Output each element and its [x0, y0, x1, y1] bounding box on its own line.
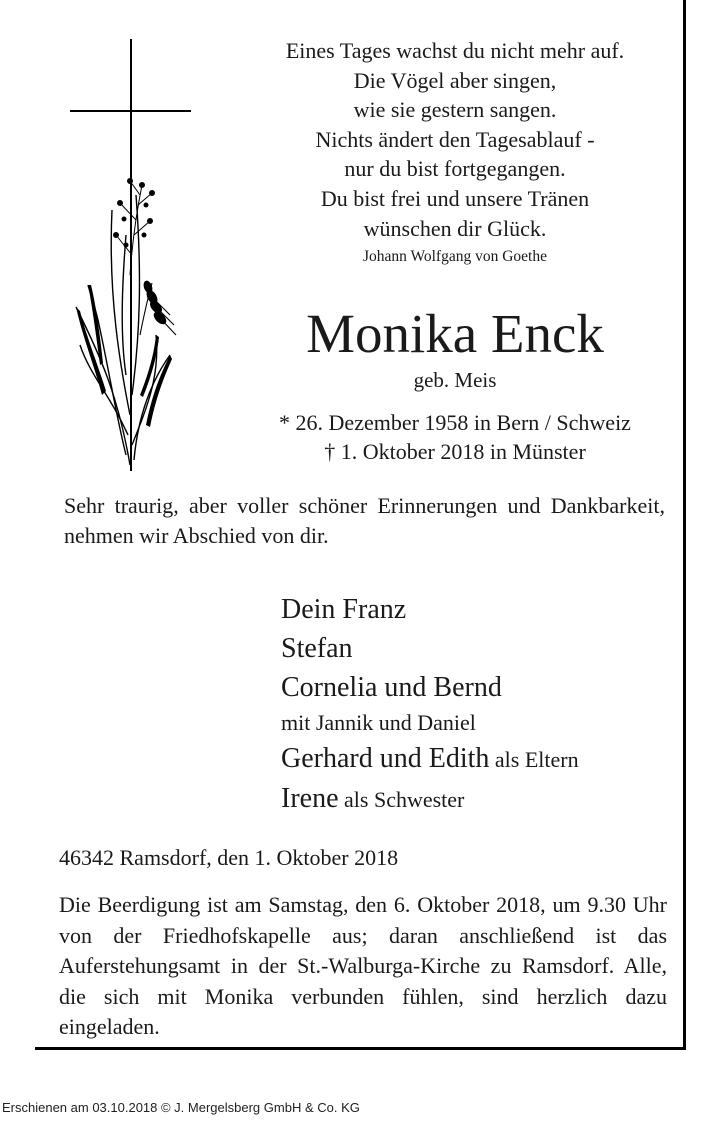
poem-line: Eines Tages wachst du nicht mehr auf. — [285, 38, 625, 63]
mourner-stefan: Stefan — [281, 633, 353, 664]
mourner-children: mit Jannik und Daniel — [281, 710, 476, 735]
mourner-cornelia-bernd: Cornelia und Bernd — [281, 672, 502, 703]
poem-line: Du bist frei und unsere Tränen — [320, 185, 590, 211]
cross-with-grain-icon — [60, 35, 200, 475]
goethe-poem — [240, 36, 670, 243]
poem-line: Nichts ändert den Tagesablauf - — [315, 126, 595, 152]
deceased-name: Monika Enck — [306, 303, 604, 364]
poem-line: nur du bist fortgegangen. — [344, 156, 566, 182]
poem-author: Johann Wolfgang von Goethe — [362, 248, 547, 265]
sister-relation: als Schwester — [338, 787, 465, 812]
birth-date: * 26. Dezember 1958 in Bern / Schweiz — [279, 410, 631, 435]
mourner-sister — [281, 779, 681, 819]
poem-line: wie sie gestern sangen. — [353, 97, 557, 123]
mourners-list — [281, 590, 681, 819]
sister-name: Irene — [281, 783, 339, 814]
poem-line: wünschen dir Glück. — [363, 215, 547, 241]
mourner-franz: Dein Franz — [281, 594, 407, 625]
farewell-text: Sehr traurig, aber voller schöner Erinnerungen und Dankbarkeit, nehmen wir Abschied von dir. — [64, 493, 665, 548]
place-and-date: 46342 Ramsdorf, den 1. Oktober 2018 — [59, 845, 399, 870]
death-date: † 1. Oktober 2018 in Münster — [324, 439, 586, 464]
parents-names: Gerhard und Edith — [281, 743, 490, 774]
publication-footer: Erschienen am 03.10.2018 © J. Mergelsberg GmbH & Co. KG — [2, 1100, 360, 1115]
mourner-parents — [281, 739, 681, 779]
birth-name: geb. Meis — [413, 368, 497, 392]
poem-line: Die Vögel aber singen, — [353, 67, 557, 93]
parents-relation: als Eltern — [489, 747, 579, 772]
life-dates — [240, 408, 670, 466]
funeral-details: Die Beerdigung ist am Samstag, den 6. Oktober 2018, um 9.30 Uhr von der Friedhofskapelle aus; daran anschließend ist das Auferstehungsamt in der St.-Walburga-Kirche zu Ramsdorf. Alle, die sich mit Monika verbunden fühlen, sind herzlich dazu eingeladen. — [59, 892, 667, 1039]
